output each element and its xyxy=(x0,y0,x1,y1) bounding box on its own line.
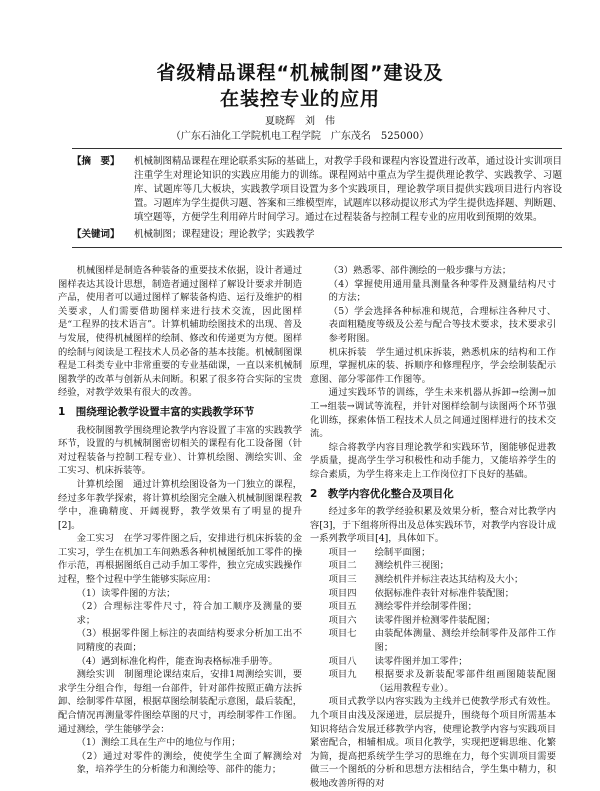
project-text: 读零件图并加工零件； xyxy=(374,655,468,667)
project-number: 项目七 xyxy=(328,628,357,640)
abstract-text: 机械制图精品课程在理论联系实际的基础上，对教学手段和课程内容设置进行改革，通过设计实训项目注重学生对理论知识的实践应用能力的训练。课程网站中重点为学生提供理论教学、实践教学、习题库、试题库等几大板块，实践教学项目设置为多个实践项目，理论教学项目提供实践项目进行内容设置。习题库为学生提供习题、答案和三维模型库，试题库以移动提议形式为学生提供选择题、判断题、填空题等，方便学生利用碎片时间学习。通过在过程装备与控制工程专业的应用收到预期的效果。 xyxy=(134,156,562,223)
list-item: （4）遇到标准化构件，能查询表格标准手册等。 xyxy=(76,655,278,667)
project-text: 根据要求及新装配零部件组画图随装配图（运用教程专业）。 xyxy=(374,669,556,694)
list-item: （2）合理标注零件尺寸，符合加工顺序及测量的要求； xyxy=(76,601,302,626)
list-item: （3）熟悉零、部件测绘的一般步骤与方法； xyxy=(328,265,512,276)
project-text: 绘制平面图； xyxy=(374,546,431,558)
list-item: （2）通过对零件的测绘，使使学生全面了解测绘对象，培养学生的分析能力和测绘等、部件的能力； xyxy=(76,750,302,776)
project-text: 测绘零件并绘制零件图； xyxy=(374,601,477,613)
paragraph: 测绘实训 制图理论课结束后，安排1周测绘实训，要求学生分组合作，每组一台部件，针对部件按照正确方法拆卸、绘制零件草图，根据草图绘制装配示意图，最后装配，配合情况再测量零件图绘草图的尺寸，再绘制零件工作图。通过测绘，学生能够学会： xyxy=(58,669,302,735)
project-item xyxy=(310,614,556,628)
paragraph: 机械图样是制造各种装备的重要技术依据，设计者通过图样表达其设计思想，制造者通过图样了解设计要求并制造产品，使用者可以通过图样了解装备构造、运行及维护的相关要求，人们需要借助图样来进行技术交流，因此图样是“工程界的技术语言”。计算机辅助绘图技术的出现、普及与发展，使得机械图样的绘制、修改和传递更为方便。图样的绘制与阅读是工程技术人员必备的基本技能。机械制图课程是工科类专业中非常重要的专业基础课，一直以来机械制图教学的改革与创新从未间断。积累了很多符合实际的宝贵经验，对教学效果有很大的改善。 xyxy=(58,265,302,399)
project-number: 项目九 xyxy=(328,669,357,681)
paragraph: 计算机绘图 通过计算机绘图设备为一门独立的课程，经过多年教学探索，将计算机绘图完全融入机械制图课程教学中，准确精度、开阔视野，教学效果有了明显的提升[2]。 xyxy=(58,478,302,531)
abstract-row xyxy=(72,155,562,225)
project-number: 项目六 xyxy=(328,614,357,626)
list-item: （1）测绘工具在生产中的地位与作用； xyxy=(76,737,241,749)
project-text: 读零件图并检测零件装配图； xyxy=(374,614,496,626)
list-item: （4）掌握使用通用量具测量各种零件及测量结构尺寸的方法； xyxy=(328,278,556,304)
abstract-label: 【摘 要】 xyxy=(72,156,120,167)
title-line-1: 省级精品课程“机械制图”建设及 xyxy=(156,62,444,84)
project-item xyxy=(310,559,556,573)
keywords-row xyxy=(72,228,562,242)
project-text: 测绘机件并标注表达其结构及大小； xyxy=(374,574,524,586)
paragraph: 金工实习 在学习零件图之后，安排进行机床拆装的金工实习，学生在机加工车间熟悉各种机械图纸加工零件的操作示范，再根据图纸自己动手加工零件，独立完成实践操作过程，整个过程中学生能够实际应用： xyxy=(58,533,302,586)
affiliation: （广东石油化工学院机电工程学院 广东茂名 525000） xyxy=(170,131,430,142)
project-number: 项目八 xyxy=(328,655,357,667)
keywords-text: 机械制图；课程建设；理论教学；实践教学 xyxy=(134,229,315,240)
project-item xyxy=(310,573,556,587)
section-heading-1: 1 围绕理论教学设置丰富的实践教学环节 xyxy=(58,405,255,418)
project-number: 项目五 xyxy=(328,601,357,613)
paragraph: 综合将教学内容目理论教学和实践环节，图能够促进教学质量，提高学生学习积极性和动手能力，又能培养学生的综合素质，为学生将来走上工作岗位打下良好的基础。 xyxy=(310,441,556,480)
project-number: 项目四 xyxy=(328,587,357,599)
project-number: 项目三 xyxy=(328,574,357,586)
project-item xyxy=(310,600,556,614)
project-item xyxy=(310,546,556,560)
list-item: （5）学会选择各种标准和规范，合理标注各种尺寸、表面粗糙度等级及公差与配合等技术要求，技术要求引参考附图。 xyxy=(328,305,556,344)
project-number: 项目二 xyxy=(328,560,357,572)
paragraph: 项目式教学以内容实践为主线并已使教学形式有效性。九个项目由浅及深递进，层层提升，围绕每个项目所需基本知识将结合发展迁移教学内容，使理论教学内容与实践项目紧密配合，相辅相成。项目化教学，实现把逻辑思维、化繁为简，提高把系统学生学习的思维在力，每个实训项目需要做三一个图纸的分析和思想方法相结合，学生集中精力，积极地改善所得的对 xyxy=(310,696,556,789)
paragraph: 通过实践环节的训练，学生未来机器从拆卸→绘测→加工→组装→调试等流程，并针对图样绘制与读图两个环节强化训练，探索体悟工程技术人员之间通过图样进行的技术交流。 xyxy=(310,387,556,440)
paragraph: 我校制图教学围绕理论教学内容设置了丰富的实践教学环节，设置的与机械制图密切相关的课程有化工设备图（针对过程装备与控制工程专业）、计算机绘图、测绘实训、金工实习、机床拆装等。 xyxy=(58,424,302,477)
left-column xyxy=(58,264,302,777)
project-item xyxy=(310,587,556,601)
list-item: （1）读零件图的方法； xyxy=(76,587,176,599)
paragraph: 经过多年的教学经验积累及效果分析，整合对比教学内容[3]，于下组将所得出及总体实践环节，对教学内容设计成一系列教学项目[4]，具体如下。 xyxy=(310,506,556,545)
section-heading-2: 2 教学内容优化整合及项目化 xyxy=(310,487,454,500)
abstract-box xyxy=(72,148,562,248)
project-item xyxy=(310,627,556,654)
project-item xyxy=(310,668,556,695)
list-item: （3）根据零件图上标注的表面结构要求分析加工出不同精度的表面； xyxy=(76,628,302,654)
paper-title xyxy=(0,60,600,112)
paragraph: 机床拆装 学生通过机床拆装，熟悉机床的结构和工作原理，掌握机床的装、拆顺序和修理程序，学会绘制装配示意图、部分零部件工作图等。 xyxy=(310,346,556,385)
keywords-label: 【关键词】 xyxy=(72,229,120,240)
project-text: 由装配体测量、测绘并绘制零件及部件工作图； xyxy=(374,628,556,654)
title-line-2: 在装控专业的应用 xyxy=(219,88,380,110)
authors: 夏晓辉 刘 伟 xyxy=(265,116,335,127)
project-number: 项目一 xyxy=(328,546,357,558)
project-item xyxy=(310,655,556,669)
project-text: 依据标准件表针对标准件装配图； xyxy=(374,587,515,599)
project-text: 测绘机件三视图； xyxy=(374,560,449,572)
right-column xyxy=(310,264,556,791)
